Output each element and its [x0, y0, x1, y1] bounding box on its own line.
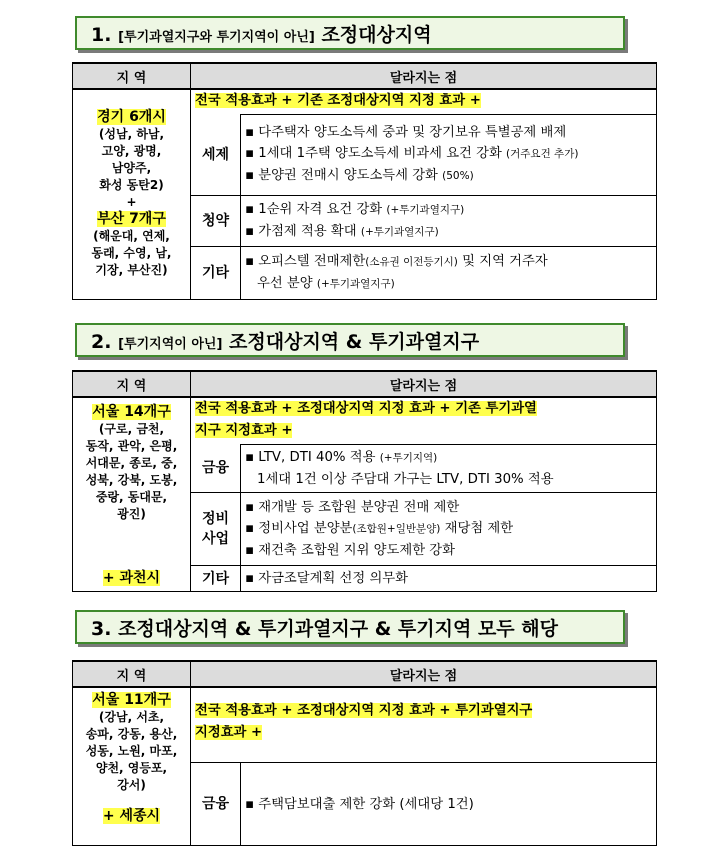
common-effect: 전국 적용효과 + 조정대상지역 지정 효과 + 투기과열지구 지정효과 +	[191, 687, 657, 763]
section1-banner	[75, 16, 625, 50]
common-effect: 전국 적용효과 + 기존 조정대상지역 지정 효과 +	[191, 89, 657, 115]
header-diff: 달라지는 점	[191, 371, 657, 397]
region-item: (강남, 서초,	[98, 710, 165, 724]
region-item: (구로, 금천,	[98, 422, 165, 436]
items-finance: ▪ 주택담보대출 제한 강화 (세대당 1건)	[241, 763, 657, 846]
section3-banner	[75, 610, 625, 644]
section2-banner	[75, 323, 625, 357]
common-effect: 전국 적용효과 + 조정대상지역 지정 효과 + 기존 투기과열 지구 지정효과 +	[191, 397, 657, 445]
section1-number: 1.	[91, 24, 112, 46]
header-region: 지 역	[73, 371, 191, 397]
region-item: 기장, 부산진)	[95, 263, 168, 278]
section2-title: 조정대상지역 & 투기과열지구	[229, 331, 480, 353]
items-subscription: ▪ 1순위 자격 요건 강화 (+투기과열지구) ▪ 가점제 적용 확대 (+투기과열지구)	[241, 195, 657, 246]
section3-table	[72, 660, 657, 846]
header-region: 지 역	[73, 661, 191, 687]
region-item: 동작, 관악, 은평,	[85, 439, 178, 453]
items-redevelopment: ▪ 재개발 등 조합원 분양권 전매 제한 ▪ 정비사업 분양분(조합원+일반분양) 재당첨 제한 ▪ 재건축 조합원 지위 양도제한 강화	[241, 493, 657, 566]
region-main: 경기 6개시	[97, 109, 166, 126]
section2-number: 2.	[91, 331, 112, 353]
section2-table	[72, 370, 657, 592]
category-finance: 금융	[191, 445, 241, 493]
region-item: 강서)	[117, 778, 146, 792]
section3-number: 3.	[91, 618, 112, 640]
region-cell	[73, 397, 191, 566]
region-main: 부산 7개구	[97, 211, 166, 228]
items-finance: ▪ LTV, DTI 40% 적용 (+투기지역) 1세대 1건 이상 주담대 가구는 LTV, DTI 30% 적용	[241, 445, 657, 493]
region-item: (해운대, 연제,	[93, 229, 170, 244]
items-etc: ▪ 자금조달계획 선정 의무화	[241, 566, 657, 592]
items-tax: ▪ 다주택자 양도소득세 중과 및 장기보유 특별공제 배제 ▪ 1세대 1주택 양도소득세 비과세 요건 강화 (거주요건 추가) ▪ 분양권 전매시 양도소득세 강화 (50%)	[241, 115, 657, 196]
region-item: 광진)	[117, 507, 146, 521]
section3-title: 조정대상지역 & 투기과열지구 & 투기지역 모두 해당	[118, 618, 558, 640]
region-cell	[73, 89, 191, 299]
header-region: 지 역	[73, 63, 191, 89]
section1-subtitle: [투기과열지구와 투기지역이 아닌]	[118, 30, 315, 45]
region-item: 송파, 강동, 용산,	[85, 727, 178, 741]
region-main: 서울 14개구	[92, 404, 171, 420]
region-extra: + 과천시	[73, 566, 191, 592]
region-item: 남양주,	[111, 161, 152, 176]
region-main: 서울 11개구	[92, 692, 171, 708]
category-tax: 세제	[191, 115, 241, 196]
region-item: (성남, 하남,	[98, 127, 165, 142]
region-item: 동래, 수영, 남,	[91, 246, 172, 261]
section1-table	[72, 62, 657, 300]
category-subscription: 청약	[191, 195, 241, 246]
region-item: 서대문, 종로, 중,	[85, 456, 178, 470]
region-plus: +	[126, 195, 137, 210]
region-item: 고양, 광명,	[101, 144, 162, 159]
category-redevelopment: 정비 사업	[191, 493, 241, 566]
region-cell	[73, 687, 191, 846]
region-item: 성동, 노원, 마포,	[85, 744, 178, 758]
header-diff: 달라지는 점	[191, 661, 657, 687]
region-extra: + 세종시	[102, 808, 161, 824]
region-item: 성북, 강북, 도봉,	[85, 473, 178, 487]
region-item: 양천, 영등포,	[95, 761, 168, 775]
category-etc: 기타	[191, 246, 241, 299]
region-item: 화성 동탄2)	[99, 178, 164, 193]
items-etc: ▪ 오피스텔 전매제한(소유권 이전등기시) 및 지역 거주자 우선 분양 (+투기과열지구)	[241, 246, 657, 299]
category-finance: 금융	[191, 763, 241, 846]
category-etc: 기타	[191, 566, 241, 592]
section1-title: 조정대상지역	[321, 24, 432, 46]
region-item: 중랑, 동대문,	[95, 490, 168, 504]
section2-subtitle: [투기지역이 아닌]	[118, 337, 223, 352]
header-diff: 달라지는 점	[191, 63, 657, 89]
